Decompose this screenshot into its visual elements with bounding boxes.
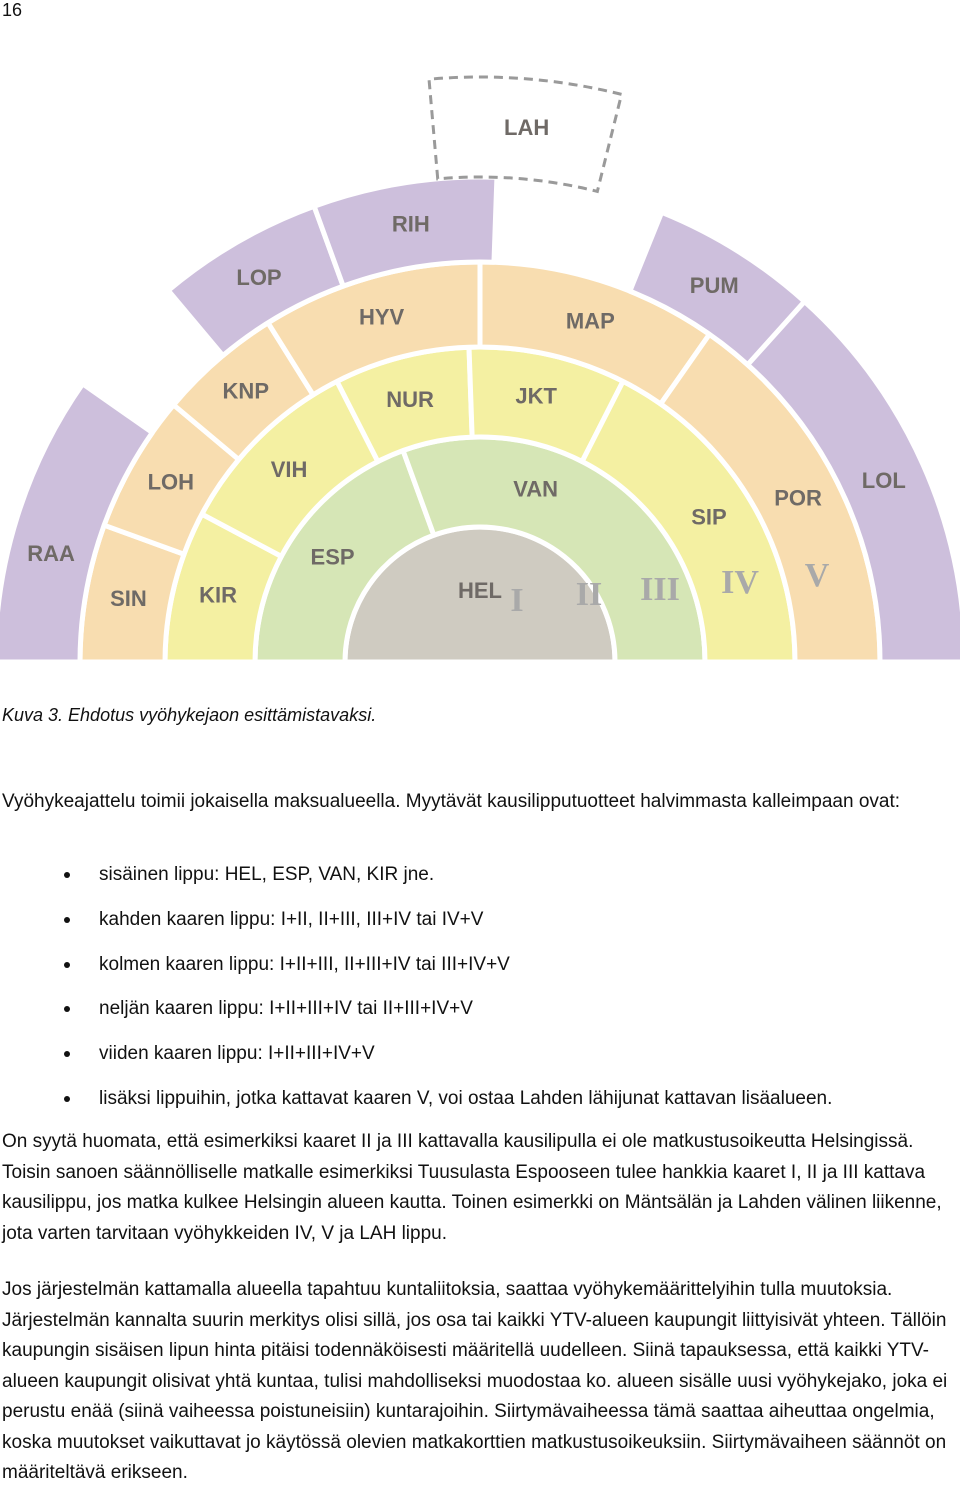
ticket-list bbox=[0, 861, 960, 1130]
ring-numeral: II bbox=[575, 575, 603, 613]
list-item bbox=[0, 906, 960, 951]
zone-loh-label: LOH bbox=[147, 469, 195, 495]
list-item-text: neljän kaaren lippu: I+II+III+IV tai II+III+IV+V bbox=[99, 998, 473, 1020]
list-item bbox=[0, 861, 960, 906]
bullet-icon bbox=[64, 1096, 70, 1102]
zone-knp-label: KNP bbox=[222, 378, 270, 404]
zone-hyv-label: HYV bbox=[358, 304, 405, 330]
zone-lop-label: LOP bbox=[236, 265, 282, 291]
ring-numeral: III bbox=[640, 570, 680, 608]
list-item-text: kolmen kaaren lippu: I+II+III, II+III+IV tai III+IV+V bbox=[99, 953, 510, 975]
body-paragraph: Jos järjestelmän kattamalla alueella tapahtuu kuntaliitoksia, saattaa vyöhykemäärittelyihin tulla muutoksia. Järjestelmän kannalta suurin merkitys olisi sillä, jos osa tai kaikki YTV-alueen kaupungit liittyisivät yhteen. Tällöin kaupungin sisäisen lipun hinta pitäisi todennäköisesti määritellä uudelleen. Siinä tapauksessa, että kaikki YTV-alueen kaupungit olisivat yhtä kuntaa, tulisi mahdolliseksi muodostaa ko. alueen sisälle uusi vyöhykejako, joka ei perustu enää (siinä vaiheessa poistuneisiin) kuntarajoihin. Siirtymävaiheessa tämä saattaa aiheuttaa ongelmia, koska muutokset vaikuttavat jo käytössä olevien matkakorttien matkustusoikeuksiin. Siirtymävaiheen säännöt on määriteltävä erikseen. bbox=[2, 1279, 948, 1483]
intro-paragraph: Vyöhykeajattelu toimii jokaisella maksualueella. Myytävät kausilipputuotteet halvimmasta kalleimpaan ovat: bbox=[2, 791, 901, 812]
zone-rih-label: RIH bbox=[391, 211, 430, 237]
zone-lol-label: LOL bbox=[861, 468, 906, 494]
zone-vih-label: VIH bbox=[270, 456, 308, 482]
bullet-icon bbox=[64, 962, 70, 968]
list-item-text: kahden kaaren lippu: I+II, II+III, III+IV tai IV+V bbox=[99, 908, 484, 930]
zone-sin-label: SIN bbox=[110, 585, 147, 611]
zone-sip-label: SIP bbox=[691, 504, 727, 530]
page-number: 16 bbox=[2, 0, 23, 20]
zone-map-label: MAP bbox=[565, 308, 615, 334]
bullet-icon bbox=[64, 872, 70, 878]
figure-caption: Kuva 3. Ehdotus vyöhykejaon esittämistavaksi. bbox=[2, 705, 377, 725]
list-item bbox=[0, 995, 960, 1040]
ring-numeral: IV bbox=[721, 563, 759, 601]
bullet-icon bbox=[64, 917, 70, 923]
list-item-text: sisäinen lippu: HEL, ESP, VAN, KIR jne. bbox=[99, 864, 435, 885]
zone-diagram bbox=[0, 0, 960, 690]
bullet-icon bbox=[64, 1006, 70, 1012]
zone-jkt-label: JKT bbox=[515, 383, 557, 409]
ring-numeral: I bbox=[510, 581, 524, 619]
list-item bbox=[0, 1040, 960, 1085]
zone-pum-label: PUM bbox=[689, 272, 739, 298]
zone-nur-label: NUR bbox=[386, 387, 434, 413]
body-paragraph: On syytä huomata, että esimerkiksi kaaret II ja III kattavalla kausilipulla ei ole matkustusoikeutta Helsingissä. Toisin sanoen säännölliselle matkalle esimerkiksi Tuusulasta Espooseen tulee hankkia kaaret I, II ja III kattava kausilippu, jos matka kulkee Helsingin alueen kautta. Toinen esimerkki on Mäntsälän ja Lahden välinen liikenne, jota varten tarvitaan vyöhykkeiden IV, V ja LAH lippu. bbox=[2, 1131, 942, 1244]
list-item bbox=[0, 1085, 960, 1130]
bullet-icon bbox=[64, 1051, 70, 1057]
zone-hel-label: HEL bbox=[458, 577, 502, 603]
zone-raa-label: RAA bbox=[27, 540, 75, 566]
list-item bbox=[0, 951, 960, 996]
list-item-text: lisäksi lippuihin, jotka kattavat kaaren V, voi ostaa Lahden lähijunat kattavan lisäalueen. bbox=[99, 1087, 833, 1109]
zone-lah-label: LAH bbox=[504, 114, 550, 140]
zone-van-label: VAN bbox=[513, 476, 559, 502]
ring-numeral: V bbox=[804, 556, 830, 594]
list-item-text: viiden kaaren lippu: I+II+III+IV+V bbox=[99, 1043, 375, 1065]
zone-esp-label: ESP bbox=[310, 544, 355, 570]
zone-por-label: POR bbox=[774, 485, 822, 511]
zone-kir-label: KIR bbox=[199, 582, 237, 608]
